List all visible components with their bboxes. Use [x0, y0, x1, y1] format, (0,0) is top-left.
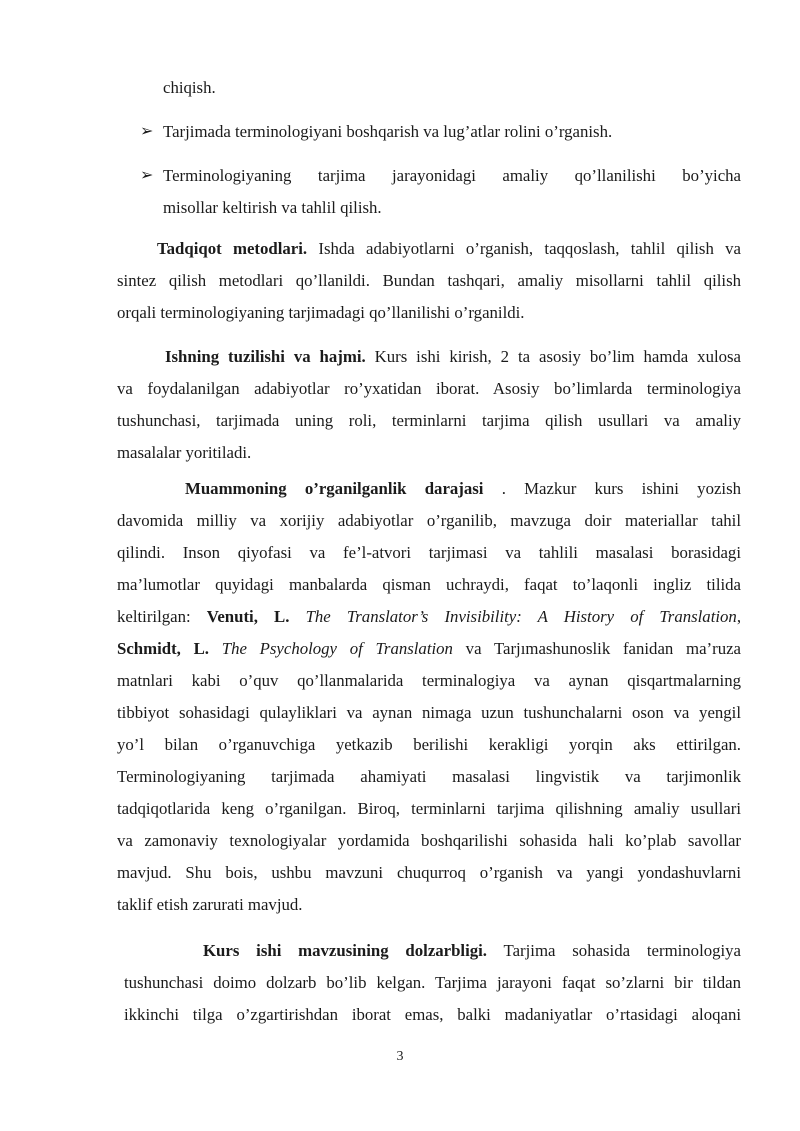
section-heading: Kurs ishi mavzusining dolzarbligi. — [203, 941, 488, 960]
paragraph-line: yo’l bilan o’rganuvchiga yetkazib berilishi kerakligi yorqin aks ettirilgan. — [117, 735, 741, 754]
paragraph-line: Kurs ishi mavzusining dolzarbligi. Tarjima sohasida terminologiya — [203, 941, 742, 960]
paragraph-line: matnlari kabi o’quv qo’llanmalarida terminalogiya va aynan qisqartmalarning — [117, 671, 741, 690]
book-title: The Translator’s Invisibility: A History of Translation — [289, 607, 737, 626]
paragraph-line: Muammoning o’rganilganlik darajasi . Mazkur kurs ishini yozish — [185, 479, 741, 498]
paragraph-line: mavjud. Shu bois, ushbu mavzuni chuqurroq o’rganish va yangi yondashuvlarni — [117, 863, 741, 882]
bullet-item: Terminologiyaning tarjima jarayonidagi amaliy qo’llanilishi bo’yicha — [163, 166, 741, 185]
paragraph-line: sintez qilish metodlari qo’llanildi. Bundan tashqari, amaliy misollarni tahlil qilish — [117, 271, 741, 290]
paragraph-line: davomida milliy va xorijiy adabiyotlar o’rganilib, mavzuga doir materiallar tahil — [117, 511, 741, 530]
paragraph-line: tushunchasi, tarjimada uning roli, terminlarni tarjima qilish usullari va amaliy — [117, 411, 741, 430]
arrow-bullet-icon: ➢ — [140, 123, 154, 140]
paragraph-line: masalalar yoritiladi. — [117, 443, 252, 462]
paragraph-line: keltirilgan: Venuti, L. The Translator’s Invisibility: A History of Translation, — [117, 607, 742, 626]
section-heading: Tadqiqot metodlari. — [157, 239, 308, 258]
section-heading: Muammoning o’rganilganlik darajasi — [185, 479, 484, 498]
bullet-item-continuation: misollar keltirish va tahlil qilish. — [163, 198, 382, 217]
author-name: Venuti, L. — [206, 607, 290, 626]
author-name: Schmidt, L. — [117, 639, 209, 658]
page-number: 3 — [396, 1049, 404, 1064]
paragraph-line: Ishning tuzilishi va hajmi. Kurs ishi kirish, 2 ta asosiy bo’lim hamda xulosa — [165, 347, 741, 366]
paragraph-line: tibbiyot sohasidagi qulayliklari va aynan nimaga uzun tushunchalarni oson va yengil — [117, 703, 741, 722]
paragraph-line: orqali terminologiyaning tarjimadagi qo’llanilishi o’rganildi. — [117, 303, 525, 322]
paragraph-line: va foydalanilgan adabiyotlar ro’yxatidan iborat. Asosiy bo’limlarda terminologiya — [117, 379, 741, 398]
paragraph-line: qilindi. Inson qiyofasi va fe’l-atvori tarjimasi va tahlili masalasi borasidagi — [117, 543, 741, 562]
paragraph-line: Schmidt, L. The Psychology of Translation va Tarjımashunoslik fanidan ma’ruza — [117, 639, 741, 658]
paragraph-line: ma’lumotlar quyidagi manbalarda qisman uchraydi, faqat to’laqonli ingliz tilida — [117, 575, 741, 594]
book-title: The Psychology of Translation — [209, 639, 453, 658]
paragraph-line: taklif etish zarurati mavjud. — [117, 895, 303, 914]
paragraph-line: Tadqiqot metodlari. Ishda adabiyotlarni o’rganish, taqqoslash, tahlil qilish va — [157, 239, 741, 258]
bullet-item: Tarjimada terminologiyani boshqarish va lug’atlar rolini o’rganish. — [163, 122, 613, 141]
paragraph-line: tushunchasi doimo dolzarb bo’lib kelgan. Tarjima jarayoni faqat so’zlarni bir tildan — [124, 973, 741, 992]
section-heading: Ishning tuzilishi va hajmi. — [165, 347, 366, 366]
paragraph-line: va zamonaviy texnologiyalar yordamida boshqarilishi sohasida hali ko’plab savollar — [117, 831, 741, 850]
paragraph-line: Terminologiyaning tarjimada ahamiyati masalasi lingvistik va tarjimonlik — [117, 767, 741, 786]
paragraph-line: tadqiqotlarida keng o’rganilgan. Biroq, terminlarni tarjima qilishning amaliy usullari — [117, 799, 741, 818]
arrow-bullet-icon: ➢ — [140, 167, 154, 184]
text-line: chiqish. — [163, 78, 216, 97]
paragraph-line: ikkinchi tilga o’zgartirishdan iborat emas, balki madaniyatlar o’rtasidagi aloqani — [124, 1005, 741, 1024]
